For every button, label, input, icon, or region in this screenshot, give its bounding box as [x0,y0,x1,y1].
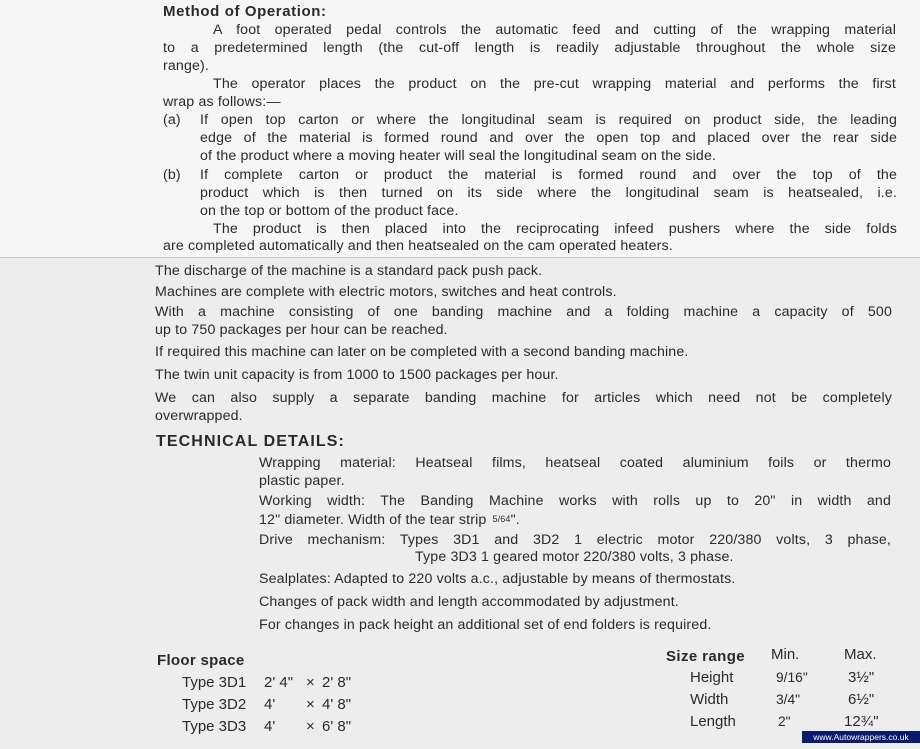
floor-length: 6' 8" [322,718,352,735]
watermark-badge: www.Autowrappers.co.uk [802,731,920,743]
drive-line: Type 3D3 1 geared motor 220/380 volts, 3 phase. [415,549,734,565]
size-min: 2" [778,714,791,729]
general-line: If required this machine can later on be completed with a second banding machine. [155,344,689,360]
wrapping-line: plastic paper. [259,473,345,489]
general-line: up to 750 packages per hour can be reached. [155,322,448,338]
size-label: Height [690,669,734,686]
item-b-line: on the top or bottom of the product face. [200,203,459,219]
floor-type: Type 3D1 [182,674,247,691]
technical-heading: TECHNICAL DETAILS: [156,433,345,450]
size-min: 9/16" [776,670,808,685]
item-a-line: edge of the material is formed round and over the open top and placed over the rear side [200,130,897,146]
floor-type: Type 3D2 [182,696,247,713]
working-text: 12" diameter. Width of the tear strip [259,512,487,528]
size-min-label: Min. [771,646,800,663]
size-max-label: Max. [844,646,877,663]
general-line: The twin unit capacity is from 1000 to 1500 packages per hour. [155,367,559,383]
floor-width: 4' [264,718,276,735]
size-table [666,644,906,736]
floor-times: × [306,696,315,713]
general-line: With a machine consisting of one banding machine and a folding machine a capacity of 500 [155,304,892,320]
item-b-marker: (b) [163,167,181,183]
size-min: 3/4" [776,692,801,707]
item-a-line: of the product where a moving heater will seal the longitudinal seam on the side. [200,148,717,164]
size-max: 6½" [848,691,875,708]
tear-strip-end: ". [510,512,520,528]
sealplates-line: Sealplates: Adapted to 220 volts a.c., adjustable by means of thermostats. [259,571,736,587]
method-heading: Method of Operation: [163,3,327,20]
size-max: 12¾" [844,713,879,730]
general-line: The discharge of the machine is a standard pack push pack. [155,263,543,279]
method-line: The operator places the product on the pre-cut wrapping material and performs the first [213,76,896,92]
wrapping-line: Wrapping material: Heatseal films, heatseal coated aluminium foils or thermo [259,455,891,471]
size-label: Length [690,713,736,730]
floor-times: × [306,718,315,735]
method-line: A foot operated pedal controls the automatic feed and cutting of the wrapping material [213,22,896,38]
floor-length: 4' 8" [322,696,352,713]
method-line: wrap as follows:— [163,94,281,110]
floor-type: Type 3D3 [182,718,247,735]
tear-strip-fraction: 5/64 [492,514,511,524]
floor-table [182,672,382,742]
method-line: range). [163,58,210,74]
item-b-line: product which is then turned on its side where the longitudinal seam is heatsealed, i.e. [200,185,897,201]
height-line: For changes in pack height an additional set of end folders is required. [259,617,712,633]
changes-line: Changes of pack width and length accommodated by adjustment. [259,594,679,610]
floor-times: × [306,674,315,691]
size-label: Width [690,691,729,708]
floor-heading: Floor space [157,652,245,669]
floor-length: 2' 8" [322,674,352,691]
item-a-marker: (a) [163,112,181,128]
method-line: to a predetermined length (the cut-off length is readily adjustable throughout the whole size [163,40,896,56]
general-line: overwrapped. [155,408,243,424]
floor-width: 4' [264,696,276,713]
working-line: Working width: The Banding Machine works with rolls up to 20" in width and [259,493,891,509]
working-line-2 [259,510,520,529]
item-b-line: If complete carton or product the material is formed round and over the top of the [200,167,897,183]
item-a-line: If open top carton or where the longitudinal seam is required on product side, the leading [200,112,897,128]
size-max: 3½" [848,669,875,686]
closing-line: are completed automatically and then heatsealed on the cam operated heaters. [163,238,673,254]
general-line: We can also supply a separate banding machine for articles which need not be completely [155,390,892,406]
floor-width: 2' 4" [264,674,294,691]
general-line: Machines are complete with electric motors, switches and heat controls. [155,284,617,300]
size-heading: Size range [666,648,746,665]
closing-line: The product is then placed into the reciprocating infeed pushers where the side folds [213,221,897,237]
drive-line: Drive mechanism: Types 3D1 and 3D2 1 electric motor 220/380 volts, 3 phase, [259,532,891,548]
